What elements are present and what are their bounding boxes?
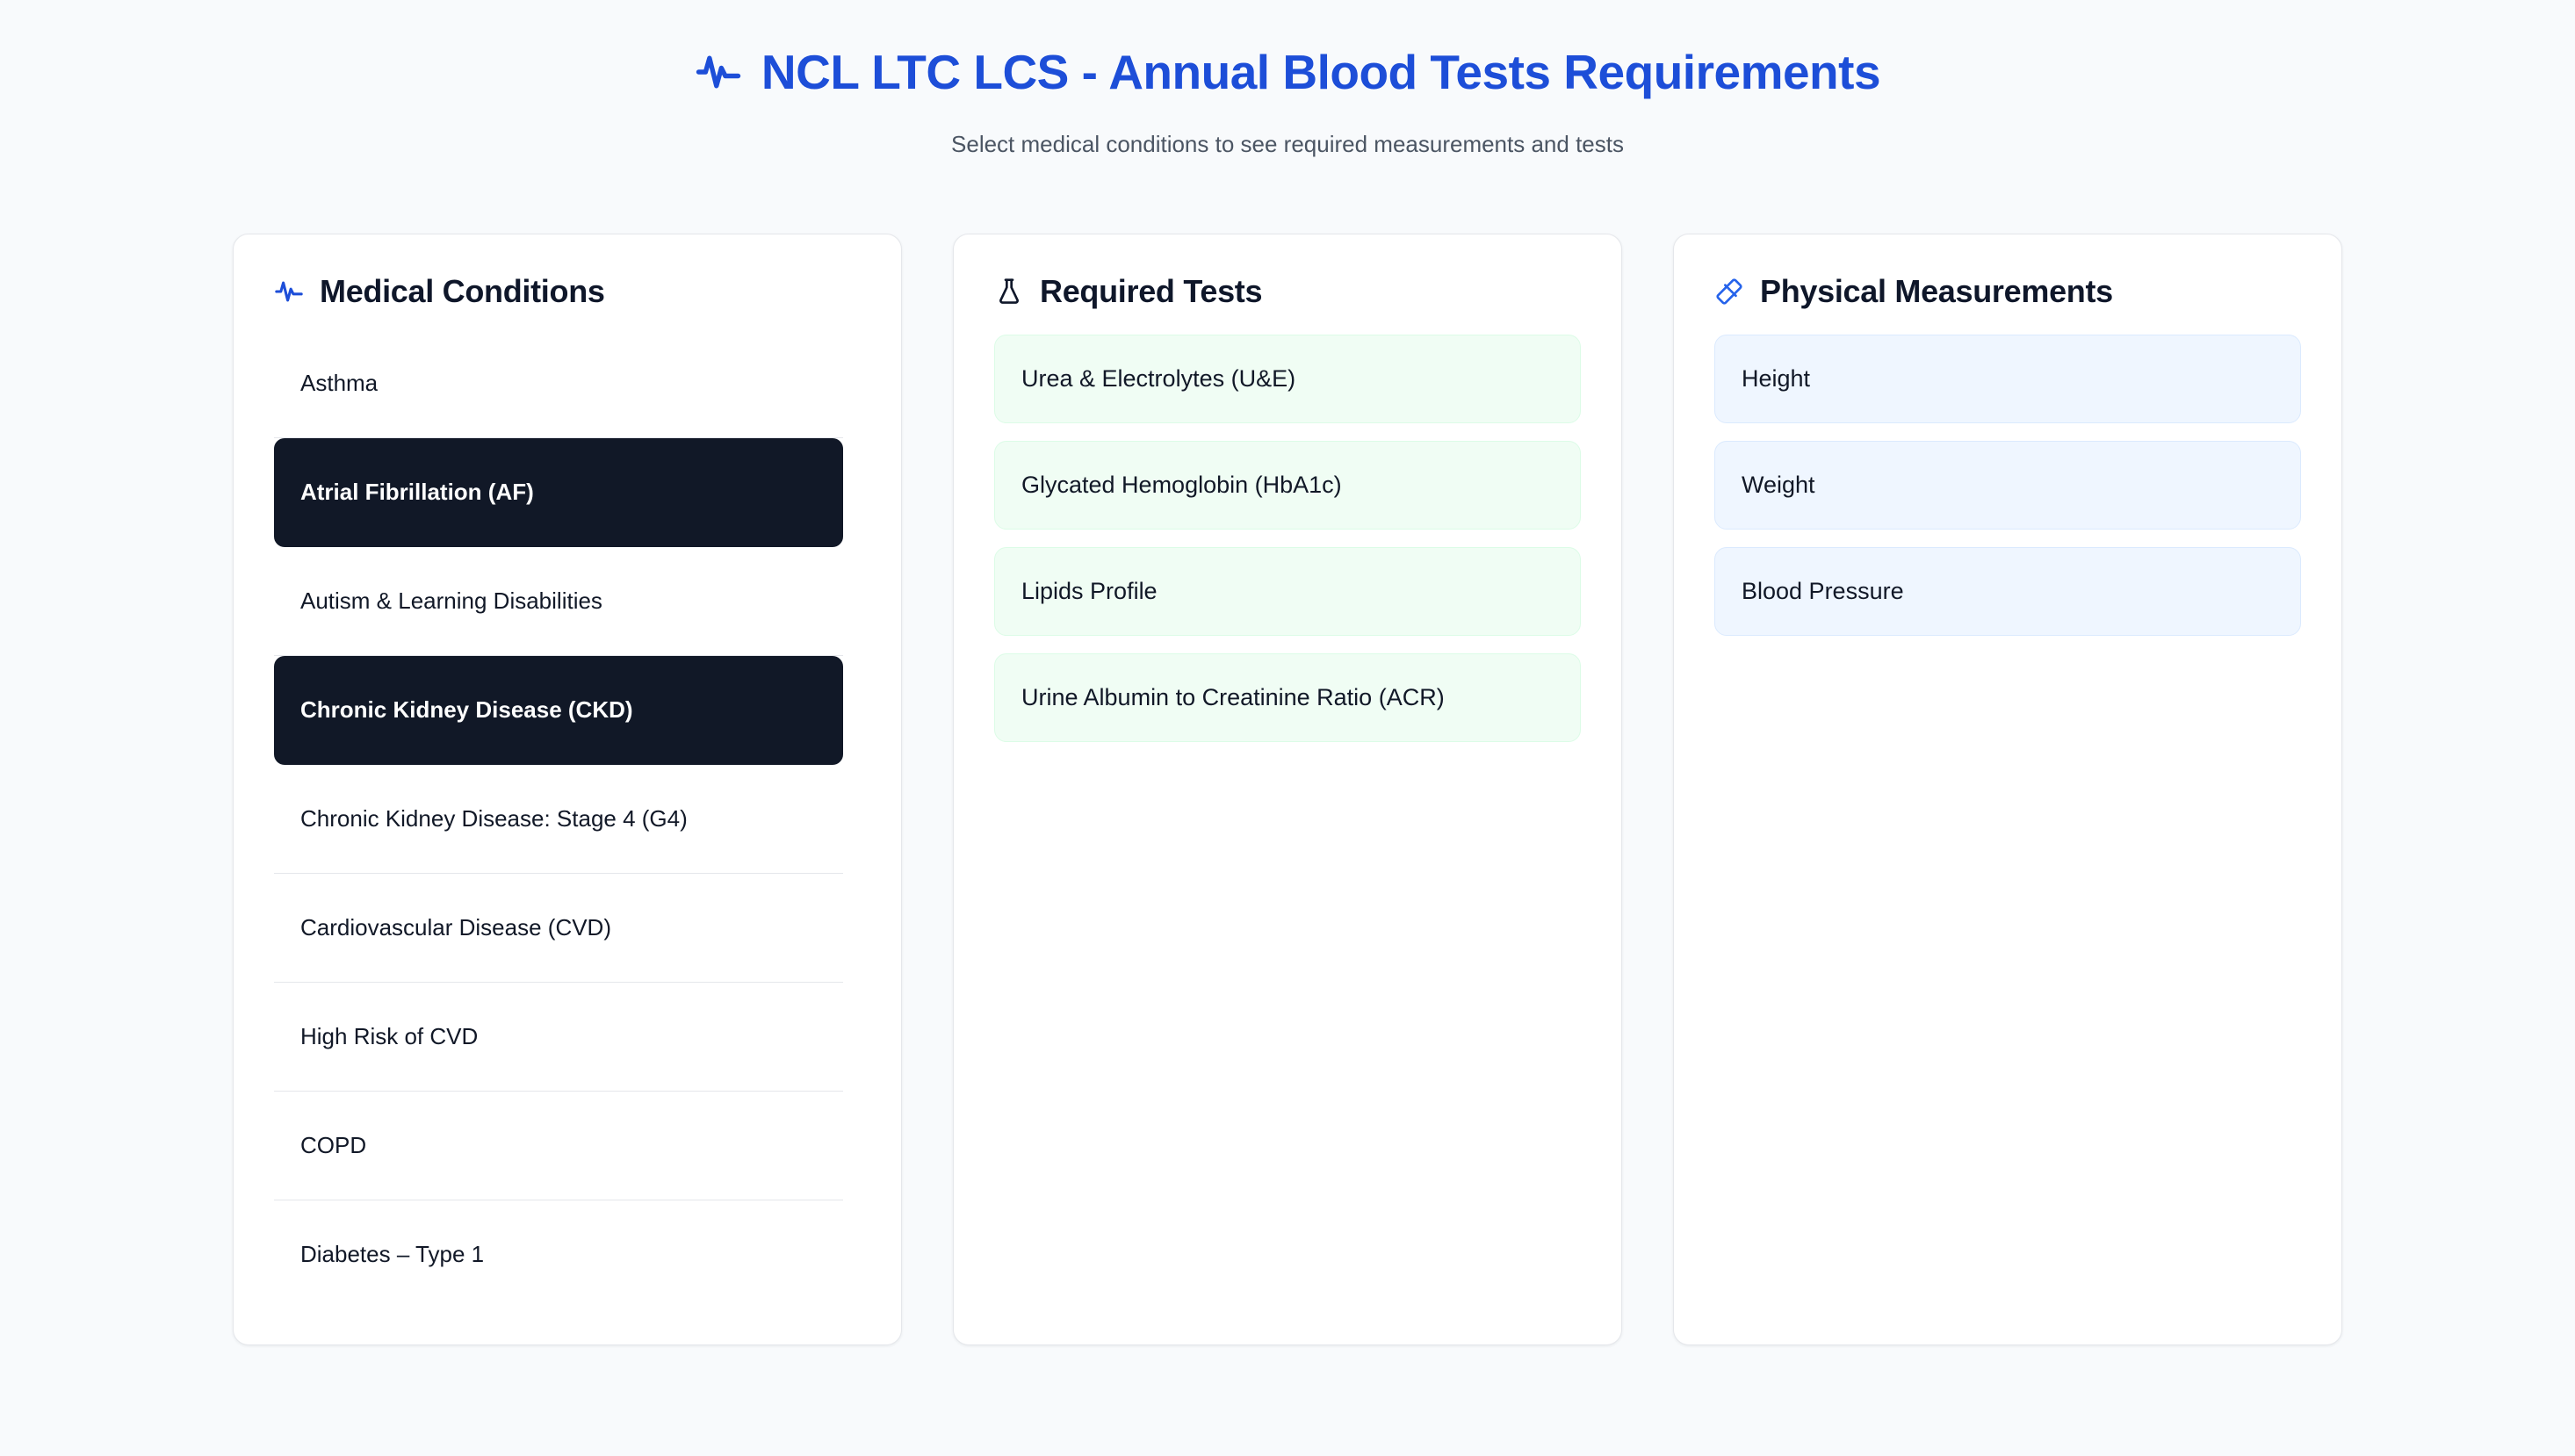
measurement-item-weight — [1714, 441, 2301, 530]
condition-label: Chronic Kidney Disease: Stage 4 (G4) — [300, 804, 688, 832]
physical-measurements-title: Physical Measurements — [1760, 272, 2113, 309]
title-row — [0, 46, 2575, 99]
physical-measurements-list — [1714, 335, 2301, 636]
medical-conditions-panel — [233, 234, 902, 1345]
condition-item-asthma[interactable] — [274, 329, 843, 438]
condition-item-copd[interactable] — [274, 1092, 843, 1200]
condition-label: Atrial Fibrillation (AF) — [300, 478, 534, 505]
medical-conditions-header — [274, 273, 861, 310]
test-label: Glycated Hemoglobin (HbA1c) — [1021, 471, 1342, 498]
test-item-lipids-profile — [994, 547, 1581, 636]
measurement-label: Height — [1742, 364, 1811, 392]
condition-label: COPD — [300, 1131, 367, 1158]
condition-label: Cardiovascular Disease (CVD) — [300, 913, 611, 941]
required-tests-header — [994, 273, 1581, 310]
page-header — [0, 35, 2575, 158]
panels-container — [0, 234, 2575, 1345]
condition-item-cardiovascular-disease[interactable] — [274, 874, 843, 983]
condition-item-atrial-fibrillation[interactable] — [274, 438, 843, 547]
condition-label: Asthma — [300, 369, 379, 396]
condition-label: High Risk of CVD — [300, 1022, 479, 1049]
required-tests-title: Required Tests — [1040, 272, 1263, 309]
activity-pulse-icon — [695, 48, 742, 96]
test-item-acr — [994, 653, 1581, 742]
measurement-item-blood-pressure — [1714, 547, 2301, 636]
measurement-label: Blood Pressure — [1742, 577, 1904, 604]
condition-item-autism-learning-disabilities[interactable] — [274, 547, 843, 656]
flask-icon — [994, 277, 1024, 306]
condition-item-high-risk-of-cvd[interactable] — [274, 983, 843, 1092]
conditions-list[interactable] — [274, 329, 843, 1304]
condition-item-diabetes-type-1[interactable] — [274, 1200, 843, 1304]
test-item-ue — [994, 335, 1581, 423]
page-subtitle: Select medical conditions to see required measurements and tests — [951, 130, 1624, 157]
condition-item-ckd-stage-4[interactable] — [274, 765, 843, 874]
page-title: NCL LTC LCS - Annual Blood Tests Requirements — [761, 45, 1881, 99]
condition-label: Diabetes – Type 1 — [300, 1240, 485, 1267]
medical-conditions-title: Medical Conditions — [320, 272, 605, 309]
test-label: Urea & Electrolytes (U&E) — [1021, 364, 1296, 392]
physical-measurements-header — [1714, 273, 2301, 310]
measurement-item-height — [1714, 335, 2301, 423]
test-label: Lipids Profile — [1021, 577, 1158, 604]
required-tests-panel — [953, 234, 1622, 1345]
test-label: Urine Albumin to Creatinine Ratio (ACR) — [1021, 683, 1445, 710]
ruler-icon — [1714, 277, 1744, 306]
activity-pulse-icon — [274, 277, 304, 306]
condition-label: Chronic Kidney Disease (CKD) — [300, 696, 633, 723]
condition-label: Autism & Learning Disabilities — [300, 587, 602, 614]
test-item-hba1c — [994, 441, 1581, 530]
required-tests-list — [994, 335, 1581, 742]
condition-item-chronic-kidney-disease[interactable] — [274, 656, 843, 765]
physical-measurements-panel — [1673, 234, 2342, 1345]
measurement-label: Weight — [1742, 471, 1815, 498]
